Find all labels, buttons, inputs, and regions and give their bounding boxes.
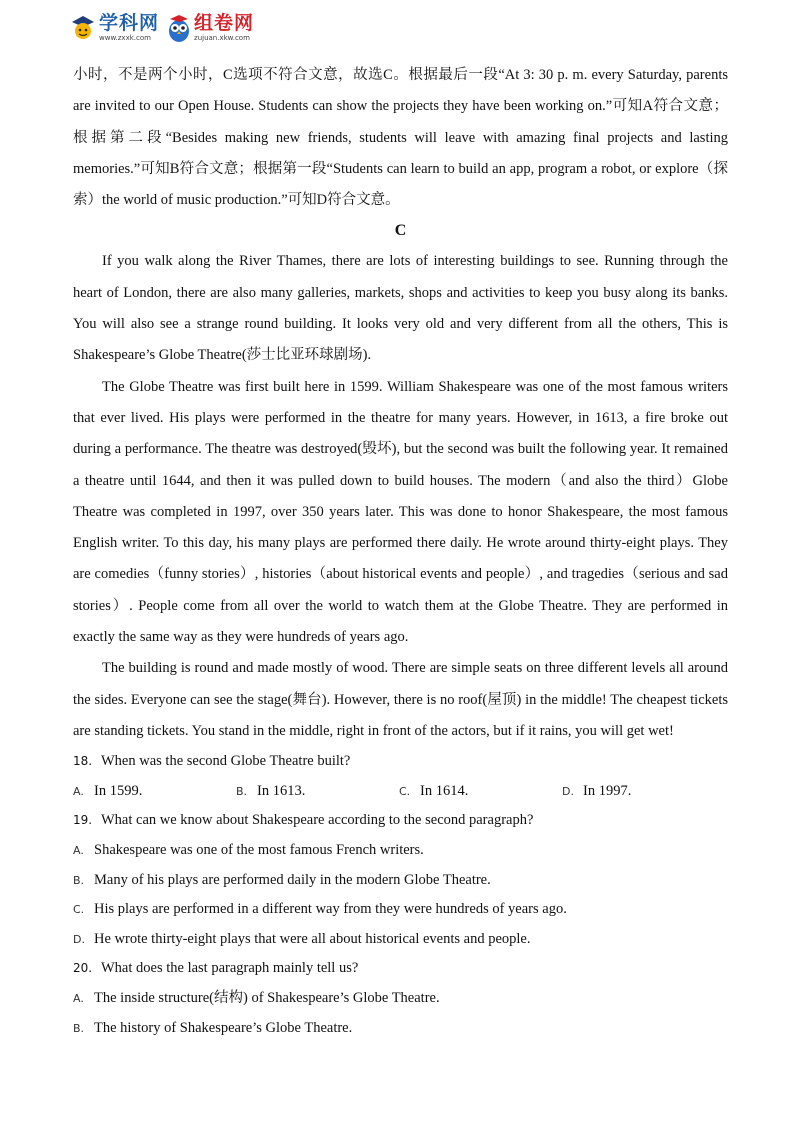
zxxk-logo-name: 学科网	[99, 12, 160, 34]
option-b	[236, 777, 399, 807]
mortarboard-mascot-icon	[70, 13, 96, 43]
option-letter: A.	[73, 991, 84, 1005]
question-number: 19.	[73, 813, 93, 828]
option-text: In 1614.	[420, 782, 469, 799]
zxxk-logo	[70, 13, 159, 43]
question-18	[73, 747, 728, 777]
question-19	[73, 806, 728, 836]
option-letter: D.	[562, 784, 574, 798]
option-text: The inside structure(结构) of Shakespeare’s Globe Theatre.	[94, 989, 440, 1006]
option-text: In 1599.	[94, 782, 143, 799]
answer-explanation-tail: 小时，不是两个小时，C选项不符合文意，故选C。根据最后一段“At 3: 30 p. m. every Saturday, parents are invited to our Open House. Students can show the projects they have been working on.”可知A符合文意；根据第二段“Besides making new friends, students will leave with amazing final projects and lasting memories.”可知B符合文意；根据第一段“Students can learn to build an app, program a robot, or explore（探索）the world of music production.”可知D符合文意。	[73, 67, 728, 209]
passage-paragraph-3: The building is round and made mostly of wood. There are simple seats on three different levels all around the sides. Everyone can see the stage(舞台). However, there is no roof(屋顶) in the middle! The cheapest tickets are standing tickets. You stand in the middle, right in front of the actors, but if it rains, you will get wet!	[73, 660, 728, 739]
option-text: In 1613.	[257, 782, 306, 799]
option-text: In 1997.	[583, 782, 632, 799]
section-title: C	[394, 222, 407, 240]
page-header	[70, 8, 290, 48]
question-number: 20.	[73, 961, 93, 976]
zujuan-logo	[167, 13, 254, 43]
zxxk-logo-url: www.zxxk.com	[99, 34, 151, 42]
option-letter: B.	[73, 873, 85, 887]
question-number: 18.	[73, 754, 93, 769]
question-text: What can we know about Shakespeare according to the second paragraph?	[101, 812, 534, 829]
passage-paragraph-2: The Globe Theatre was first built here in 1599. William Shakespeare was one of the most famous writers that ever lived. His plays were performed in the theatre for many years. However, in 1613, a fire broke out during a performance. The theatre was destroyed(毁坏), but the second was built the following year. It remained a theatre until 1644, and then it was pulled down to build houses. The modern（and also the third）Globe Theatre was completed in 1997, over 350 years later. This was done to honor Shakespeare, the most famous English writer. To this day, his many plays are performed there daily. He wrote around thirty-eight plays. They are comedies（funny stories）, histories（about historical events and people）, and tragedies（serious and sad stories）. People come from all over the world to watch them at the Globe Theatre. They are performed in exactly the same way as they were hundreds of years ago.	[73, 378, 728, 646]
option-letter: A.	[73, 784, 84, 798]
option-a	[73, 836, 728, 866]
zujuan-logo-url: zujuan.xkw.com	[194, 34, 250, 42]
option-c	[73, 895, 728, 925]
option-c	[399, 777, 562, 807]
option-a	[73, 777, 236, 807]
question-18-options	[73, 777, 728, 807]
owl-mascot-icon	[167, 13, 191, 43]
question-20	[73, 954, 728, 984]
option-b	[73, 1014, 728, 1044]
option-text: He wrote thirty-eight plays that were all about historical events and people.	[94, 930, 531, 947]
option-text: Shakespeare was one of the most famous French writers.	[94, 842, 424, 859]
option-text: The history of Shakespeare’s Globe Theatre.	[94, 1019, 353, 1036]
question-text: What does the last paragraph mainly tell us?	[101, 960, 359, 977]
option-letter: D.	[73, 932, 85, 946]
option-text: His plays are performed in a different way from they were hundreds of years ago.	[94, 901, 567, 918]
option-letter: C.	[73, 903, 85, 917]
question-text: When was the second Globe Theatre built?	[101, 753, 351, 770]
option-letter: A.	[73, 844, 84, 858]
option-d	[73, 925, 728, 955]
option-text: Many of his plays are performed daily in the modern Globe Theatre.	[94, 871, 491, 888]
option-letter: C.	[399, 784, 411, 798]
option-b	[73, 866, 728, 896]
document-body	[73, 60, 728, 1043]
option-letter: B.	[236, 784, 248, 798]
option-letter: B.	[73, 1021, 85, 1035]
option-a	[73, 984, 728, 1014]
passage-paragraph-1: If you walk along the River Thames, there are lots of interesting buildings to see. Running through the heart of London, there are also many galleries, markets, shops and activities to keep you busy along its banks. You will also see a strange round building. It looks very old and very different from all the others, This is Shakespeare’s Globe Theatre(莎士比亚环球剧场).	[73, 253, 728, 364]
zujuan-logo-name: 组卷网	[194, 12, 255, 34]
option-d	[562, 777, 725, 807]
